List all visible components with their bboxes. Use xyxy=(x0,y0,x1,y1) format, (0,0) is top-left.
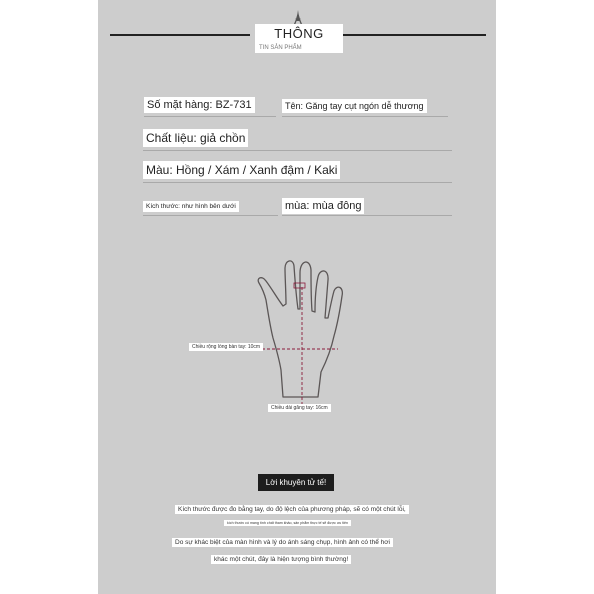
item-number: Số mặt hàng: BZ-731 xyxy=(144,97,255,113)
size-note: Kích thước: như hình bên dưới xyxy=(143,201,239,212)
hand-outline xyxy=(258,261,342,397)
colors: Màu: Hồng / Xám / Xanh đậm / Kaki xyxy=(143,161,340,179)
section-title: THÔNG xyxy=(255,24,343,44)
product-name: Tên: Găng tay cụt ngón dễ thương xyxy=(282,99,427,113)
advice-line-1: Kích thước được đo bằng tay, do độ lệch của phương pháp, sẽ có một chút lỗi, xyxy=(175,505,409,514)
glove-length-label: Chiều dài găng tay: 16cm xyxy=(268,404,331,412)
advice-button[interactable]: Lời khuyên tử tế! xyxy=(258,474,334,491)
season: mùa: mùa đông xyxy=(282,198,364,214)
material: Chất liệu: giả chồn xyxy=(143,129,248,147)
palm-width-label: Chiều rộng lòng bàn tay: 10cm xyxy=(189,343,263,351)
advice-line-2: kích thước có mang tính chất tham khảo, sản phẩm thực tế sẽ được ưu tiên xyxy=(224,520,351,526)
advice-line-4: khác một chút, đây là hiện tượng bình thường! xyxy=(211,555,351,564)
advice-line-3: Do sự khác biệt của màn hình và lý do ánh sáng chụp, hình ảnh có thể hơi xyxy=(172,538,393,547)
section-subtitle: TIN SẢN PHẨM xyxy=(255,43,343,53)
